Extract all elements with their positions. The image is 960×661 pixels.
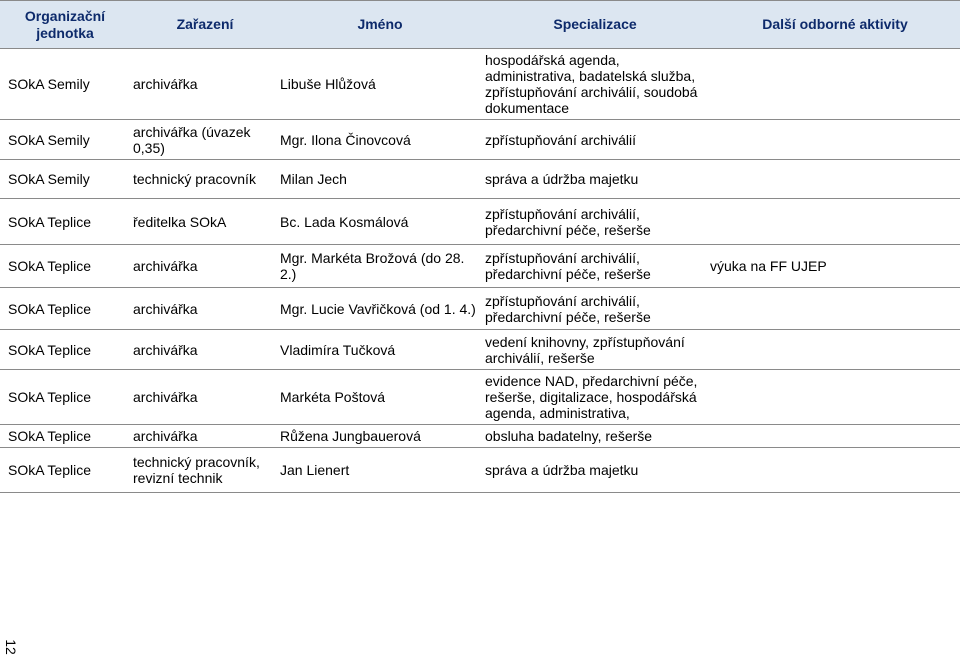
cell-specialization: zpřístupňování archiválií, předarchivní péče, rešerše [485, 250, 651, 282]
cell-position: archivářka (úvazek 0,35) [133, 123, 251, 156]
cell-other [710, 448, 955, 492]
cell-position: archivářka [133, 75, 198, 92]
cell-specialization: zpřístupňování archiválií, předarchivní péče, rešerše [485, 205, 651, 238]
header-other-activities: Další odborné aktivity [762, 16, 908, 32]
cell-specialization: správa a údržba majetku [485, 171, 639, 187]
cell-other [710, 370, 955, 424]
cell-specialization: obsluha badatelny, rešerše [485, 428, 653, 444]
cell-name: Markéta Poštová [280, 389, 386, 405]
cell-other [710, 48, 955, 119]
cell-unit: SOkA Teplice [8, 258, 92, 274]
cell-unit: SOkA Teplice [8, 300, 92, 317]
header-name: Jméno [357, 16, 403, 32]
cell-name: Jan Lienert [280, 462, 350, 478]
cell-name: Mgr. Ilona Činovcová [280, 131, 411, 148]
table-header [0, 0, 960, 49]
cell-other: výuka na FF UJEP [710, 258, 827, 274]
cell-specialization: zpřístupňování archiválií [485, 131, 636, 148]
cell-unit: SOkA Semily [8, 171, 90, 187]
table-row [0, 245, 960, 288]
cell-specialization: správa a údržba majetku [485, 462, 639, 478]
cell-name: Mgr. Markéta Brožová (do 28. 2.) [280, 250, 465, 282]
cell-unit: SOkA Teplice [8, 341, 92, 358]
cell-position: technický pracovník [133, 171, 256, 187]
cell-unit: SOkA Teplice [8, 462, 92, 478]
table-row [0, 48, 960, 120]
table-row [0, 425, 960, 448]
header-unit: Organizační jednotka [24, 7, 106, 41]
cell-name: Libuše Hlůžová [280, 75, 376, 92]
table-row [0, 160, 960, 199]
cell-other [710, 120, 955, 159]
table-row [0, 330, 960, 370]
cell-position: archivářka [133, 258, 198, 274]
cell-name: Růžena Jungbauerová [280, 428, 421, 444]
cell-other [710, 199, 955, 244]
cell-name: Milan Jech [280, 171, 347, 187]
header-position: Zařazení [176, 16, 234, 32]
cell-unit: SOkA Teplice [8, 428, 92, 444]
cell-position: technický pracovník, revizní technik [133, 454, 260, 486]
cell-unit: SOkA Teplice [8, 213, 92, 230]
cell-position: archivářka [133, 341, 198, 358]
cell-unit: SOkA Teplice [8, 389, 92, 405]
table-row [0, 448, 960, 493]
cell-other [710, 330, 955, 369]
cell-specialization: vedení knihovny, zpřístupňování archiválií, rešerše [485, 333, 685, 366]
cell-position: ředitelka SOkA [133, 213, 227, 230]
cell-name: Vladimíra Tučková [280, 341, 396, 358]
cell-position: archivářka [133, 428, 198, 444]
cell-other [710, 160, 955, 198]
table-row [0, 370, 960, 425]
cell-specialization: evidence NAD, předarchivní péče, rešerše, digitalizace, hospodářská agenda, administrativa, [485, 373, 698, 421]
cell-specialization: zpřístupňování archiválií, předarchivní péče, rešerše [485, 292, 651, 325]
cell-unit: SOkA Semily [8, 75, 90, 92]
table-row [0, 199, 960, 245]
page-number: 12 [3, 639, 19, 655]
table-row [0, 288, 960, 330]
cell-specialization: hospodářská agenda, administrativa, badatelská služba, zpřístupňování archiválií, soudobá dokumentace [485, 51, 698, 116]
cell-name: Mgr. Lucie Vavřičková (od 1. 4.) [280, 300, 476, 317]
cell-position: archivářka [133, 389, 198, 405]
cell-unit: SOkA Semily [8, 131, 90, 148]
cell-position: archivářka [133, 300, 198, 317]
cell-other [710, 288, 955, 329]
cell-name: Bc. Lada Kosmálová [280, 213, 409, 230]
cell-other [710, 425, 955, 447]
table-row [0, 120, 960, 160]
header-specialization: Specializace [553, 16, 637, 32]
